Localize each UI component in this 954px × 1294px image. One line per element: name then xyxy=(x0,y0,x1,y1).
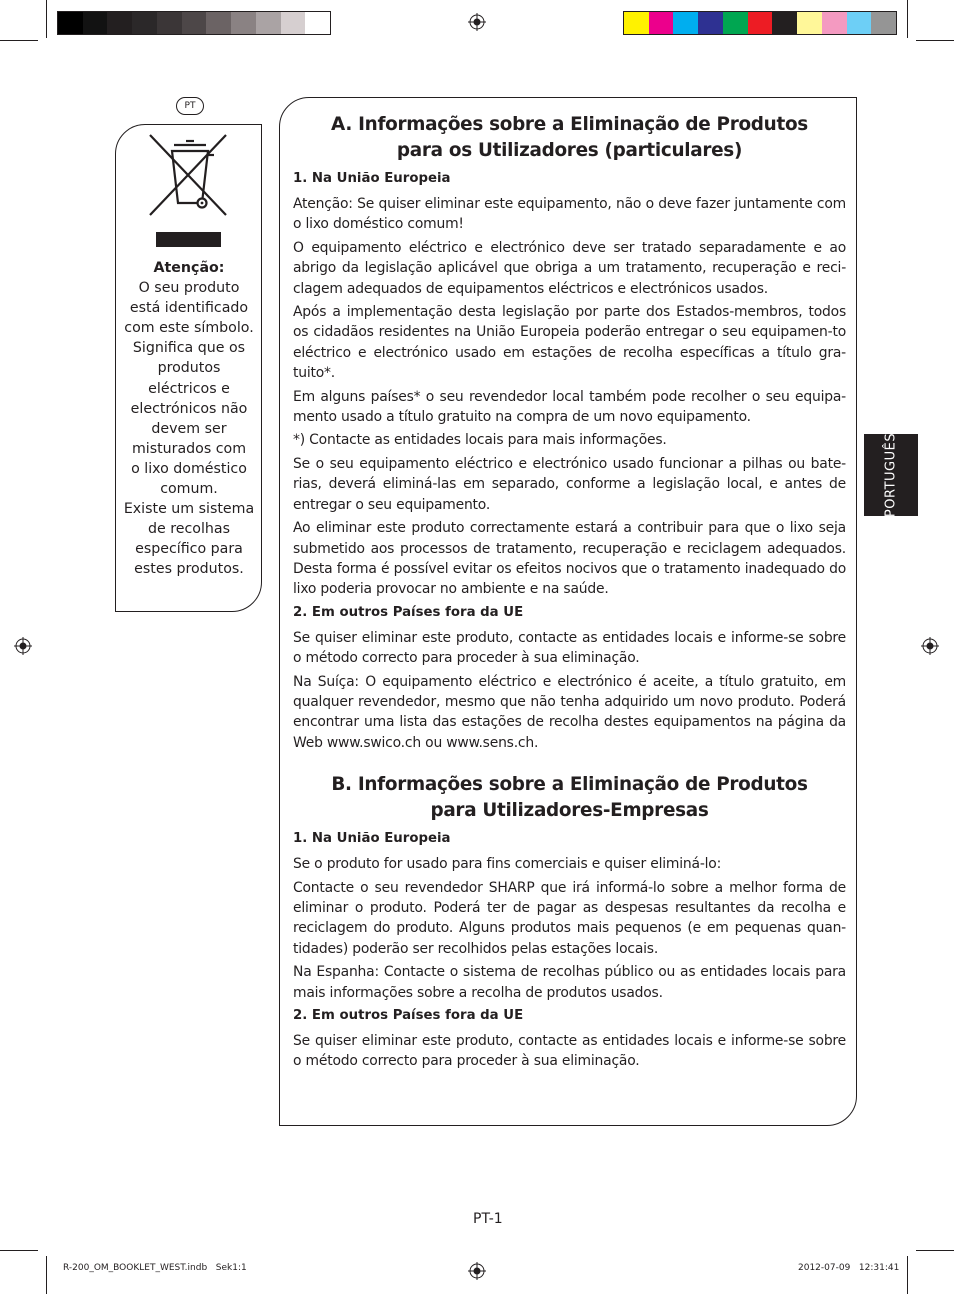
registration-mark-icon xyxy=(468,1262,486,1280)
section-a-title xyxy=(293,112,846,164)
paragraph: Se o seu equipamento eléctrico e electrónico usado funcionar a pilhas ou bate-rias, deverá eliminá-las em separado, conforme a legislação local, e antes de entregar o seu equipamento. xyxy=(293,455,846,513)
registration-mark-icon xyxy=(468,13,486,31)
process-color-bar xyxy=(623,11,897,35)
weee-notice-title: Atenção: xyxy=(153,260,225,276)
paragraph: Se o produto for usado para fins comerciais e quiser eliminá-lo: xyxy=(293,856,722,873)
paragraph: O equipamento eléctrico e electrónico deve ser tratado separadamente e ao abrigo da legislação aplicável que obriga a um tratamento, recuperação e reci-clagem adequados de equipamentos eléctricos e electrónicos usados. xyxy=(293,239,846,297)
section-b-title xyxy=(293,772,846,824)
paragraph: Atenção: Se quiser eliminar este equipamento, não o deve fazer juntamente com o lixo doméstico comum! xyxy=(293,196,846,233)
color-swatch xyxy=(698,12,723,34)
weee-notice-text xyxy=(122,258,256,580)
color-swatch xyxy=(847,12,872,34)
color-swatch xyxy=(748,12,773,34)
section-a-title-line1: A. Informações sobre a Eliminação de Produtos xyxy=(331,114,808,135)
color-swatch xyxy=(797,12,822,34)
color-swatch xyxy=(822,12,847,34)
gray-swatch xyxy=(256,12,281,34)
color-swatch xyxy=(871,12,896,34)
gray-swatch xyxy=(132,12,157,34)
language-side-tab xyxy=(864,434,918,516)
crop-mark xyxy=(0,40,38,41)
gray-swatch xyxy=(206,12,231,34)
section-b-title-line2: para Utilizadores-Empresas xyxy=(430,800,709,822)
language-badge: PT xyxy=(176,97,204,115)
color-swatch xyxy=(649,12,674,34)
section-a-non-eu-paragraphs xyxy=(293,628,846,753)
grayscale-color-bar xyxy=(57,11,331,35)
paragraph: Contacte o seu revendedor SHARP que irá informá-lo sobre a melhor forma de eliminar o produto. Poderá ter de pagar as despesas resultantes da recolha e reciclagem do produto. Alguns produtos mais pequenos (e em pequenas quan-tidades) poderão ser recolhidos pelas estações locais. xyxy=(293,879,846,957)
section-a-eu-paragraphs xyxy=(293,194,846,600)
color-swatch xyxy=(723,12,748,34)
crossed-out-wheelie-bin-icon xyxy=(148,131,228,221)
crop-mark xyxy=(46,1256,47,1294)
section-a-title-line2: para os Utilizadores (particulares) xyxy=(396,140,743,161)
paragraph: Se quiser eliminar este produto, contacte as entidades locais e informe-se sobre o método correcto para proceder à sua eliminação. xyxy=(293,1033,846,1070)
paragraph: Na Espanha: Contacte o sistema de recolhas público ou as entidades locais para mais informações sobre a recolha de produtos usados. xyxy=(293,964,846,1001)
crop-mark xyxy=(0,1250,38,1251)
gray-swatch xyxy=(231,12,256,34)
registration-mark-icon xyxy=(921,637,939,655)
section-a-subheading-eu: 1. Na União Europeia xyxy=(293,171,451,186)
paragraph: Se quiser eliminar este produto, contacte as entidades locais e informe-se sobre o método correcto para proceder à sua eliminação. xyxy=(293,629,846,667)
paragraph: Em alguns países* o seu revendedor local também pode recolher o seu equipa-mento usado a título gratuito na compra de um novo equipamento. xyxy=(293,388,846,426)
crop-mark xyxy=(46,0,47,38)
color-swatch xyxy=(673,12,698,34)
color-swatch xyxy=(772,12,797,34)
paragraph: Na Suíça: O equipamento eléctrico e electrónico é aceite, a título gratuito, em qualquer revendedor, mesmo que não tenha adquirido um novo produto. Poderá encontrar uma lista das estações de recolha destes equipamentos na página da Web www.swico.ch ou www.sens.ch. xyxy=(293,673,846,751)
paragraph: *) Contacte as entidades locais para mais informações. xyxy=(293,432,667,449)
crop-mark xyxy=(916,40,954,41)
section-b-subheading-eu: 1. Na União Europeia xyxy=(293,831,451,847)
gray-swatch xyxy=(157,12,182,34)
gray-swatch xyxy=(281,12,306,34)
section-b-non-eu-paragraphs xyxy=(293,1031,846,1072)
disposal-info-content xyxy=(293,112,846,1075)
gray-swatch xyxy=(83,12,108,34)
registration-mark-icon xyxy=(14,637,32,655)
footer-file-info: R-200_OM_BOOKLET_WEST.indb Sek1:1 xyxy=(63,1263,247,1273)
crop-mark xyxy=(916,1250,954,1251)
gray-swatch xyxy=(305,12,330,34)
gray-swatch xyxy=(58,12,83,34)
section-b-eu-paragraphs xyxy=(293,854,846,1003)
gray-swatch xyxy=(107,12,132,34)
crop-mark xyxy=(907,1256,908,1294)
page-number: PT-1 xyxy=(473,1211,503,1227)
weee-notice-body: O seu produto está identificado com este símbolo. Significa que os produtos eléctricos e electrónicos não devem ser misturados com o lixo doméstico comum. Existe um sistema de recolhas específico para estes produtos. xyxy=(123,280,255,578)
section-b-subheading-non-eu: 2. Em outros Países fora da UE xyxy=(293,1008,524,1023)
section-b-title-line1: B. Informações sobre a Eliminação de Produtos xyxy=(331,774,808,796)
section-a-subheading-non-eu: 2. Em outros Países fora da UE xyxy=(293,604,524,620)
weee-symbol-bar xyxy=(156,232,221,247)
paragraph: Após a implementação desta legislação por parte dos Estados-membros, todos os cidadãos residentes na União Europeia poderão entregar o seu equipamen-to eléctrico e electrónico usado em estações de recolha específicas a título gra-tuito*. xyxy=(293,304,846,382)
crop-mark xyxy=(907,0,908,38)
gray-swatch xyxy=(182,12,207,34)
language-side-tab-label: PORTUGUÊS xyxy=(883,432,899,518)
paragraph: Ao eliminar este produto correctamente estará a contribuir para que o lixo seja submetido aos processos de tratamento, recuperação e reciclagem adequados. Desta forma é possível evitar os efeitos nocivos que o tratamento inadequado do lixo poderia provocar no ambiente e na saúde. xyxy=(293,520,846,598)
color-swatch xyxy=(624,12,649,34)
footer-timestamp: 2012-07-09 12:31:41 xyxy=(798,1263,900,1273)
